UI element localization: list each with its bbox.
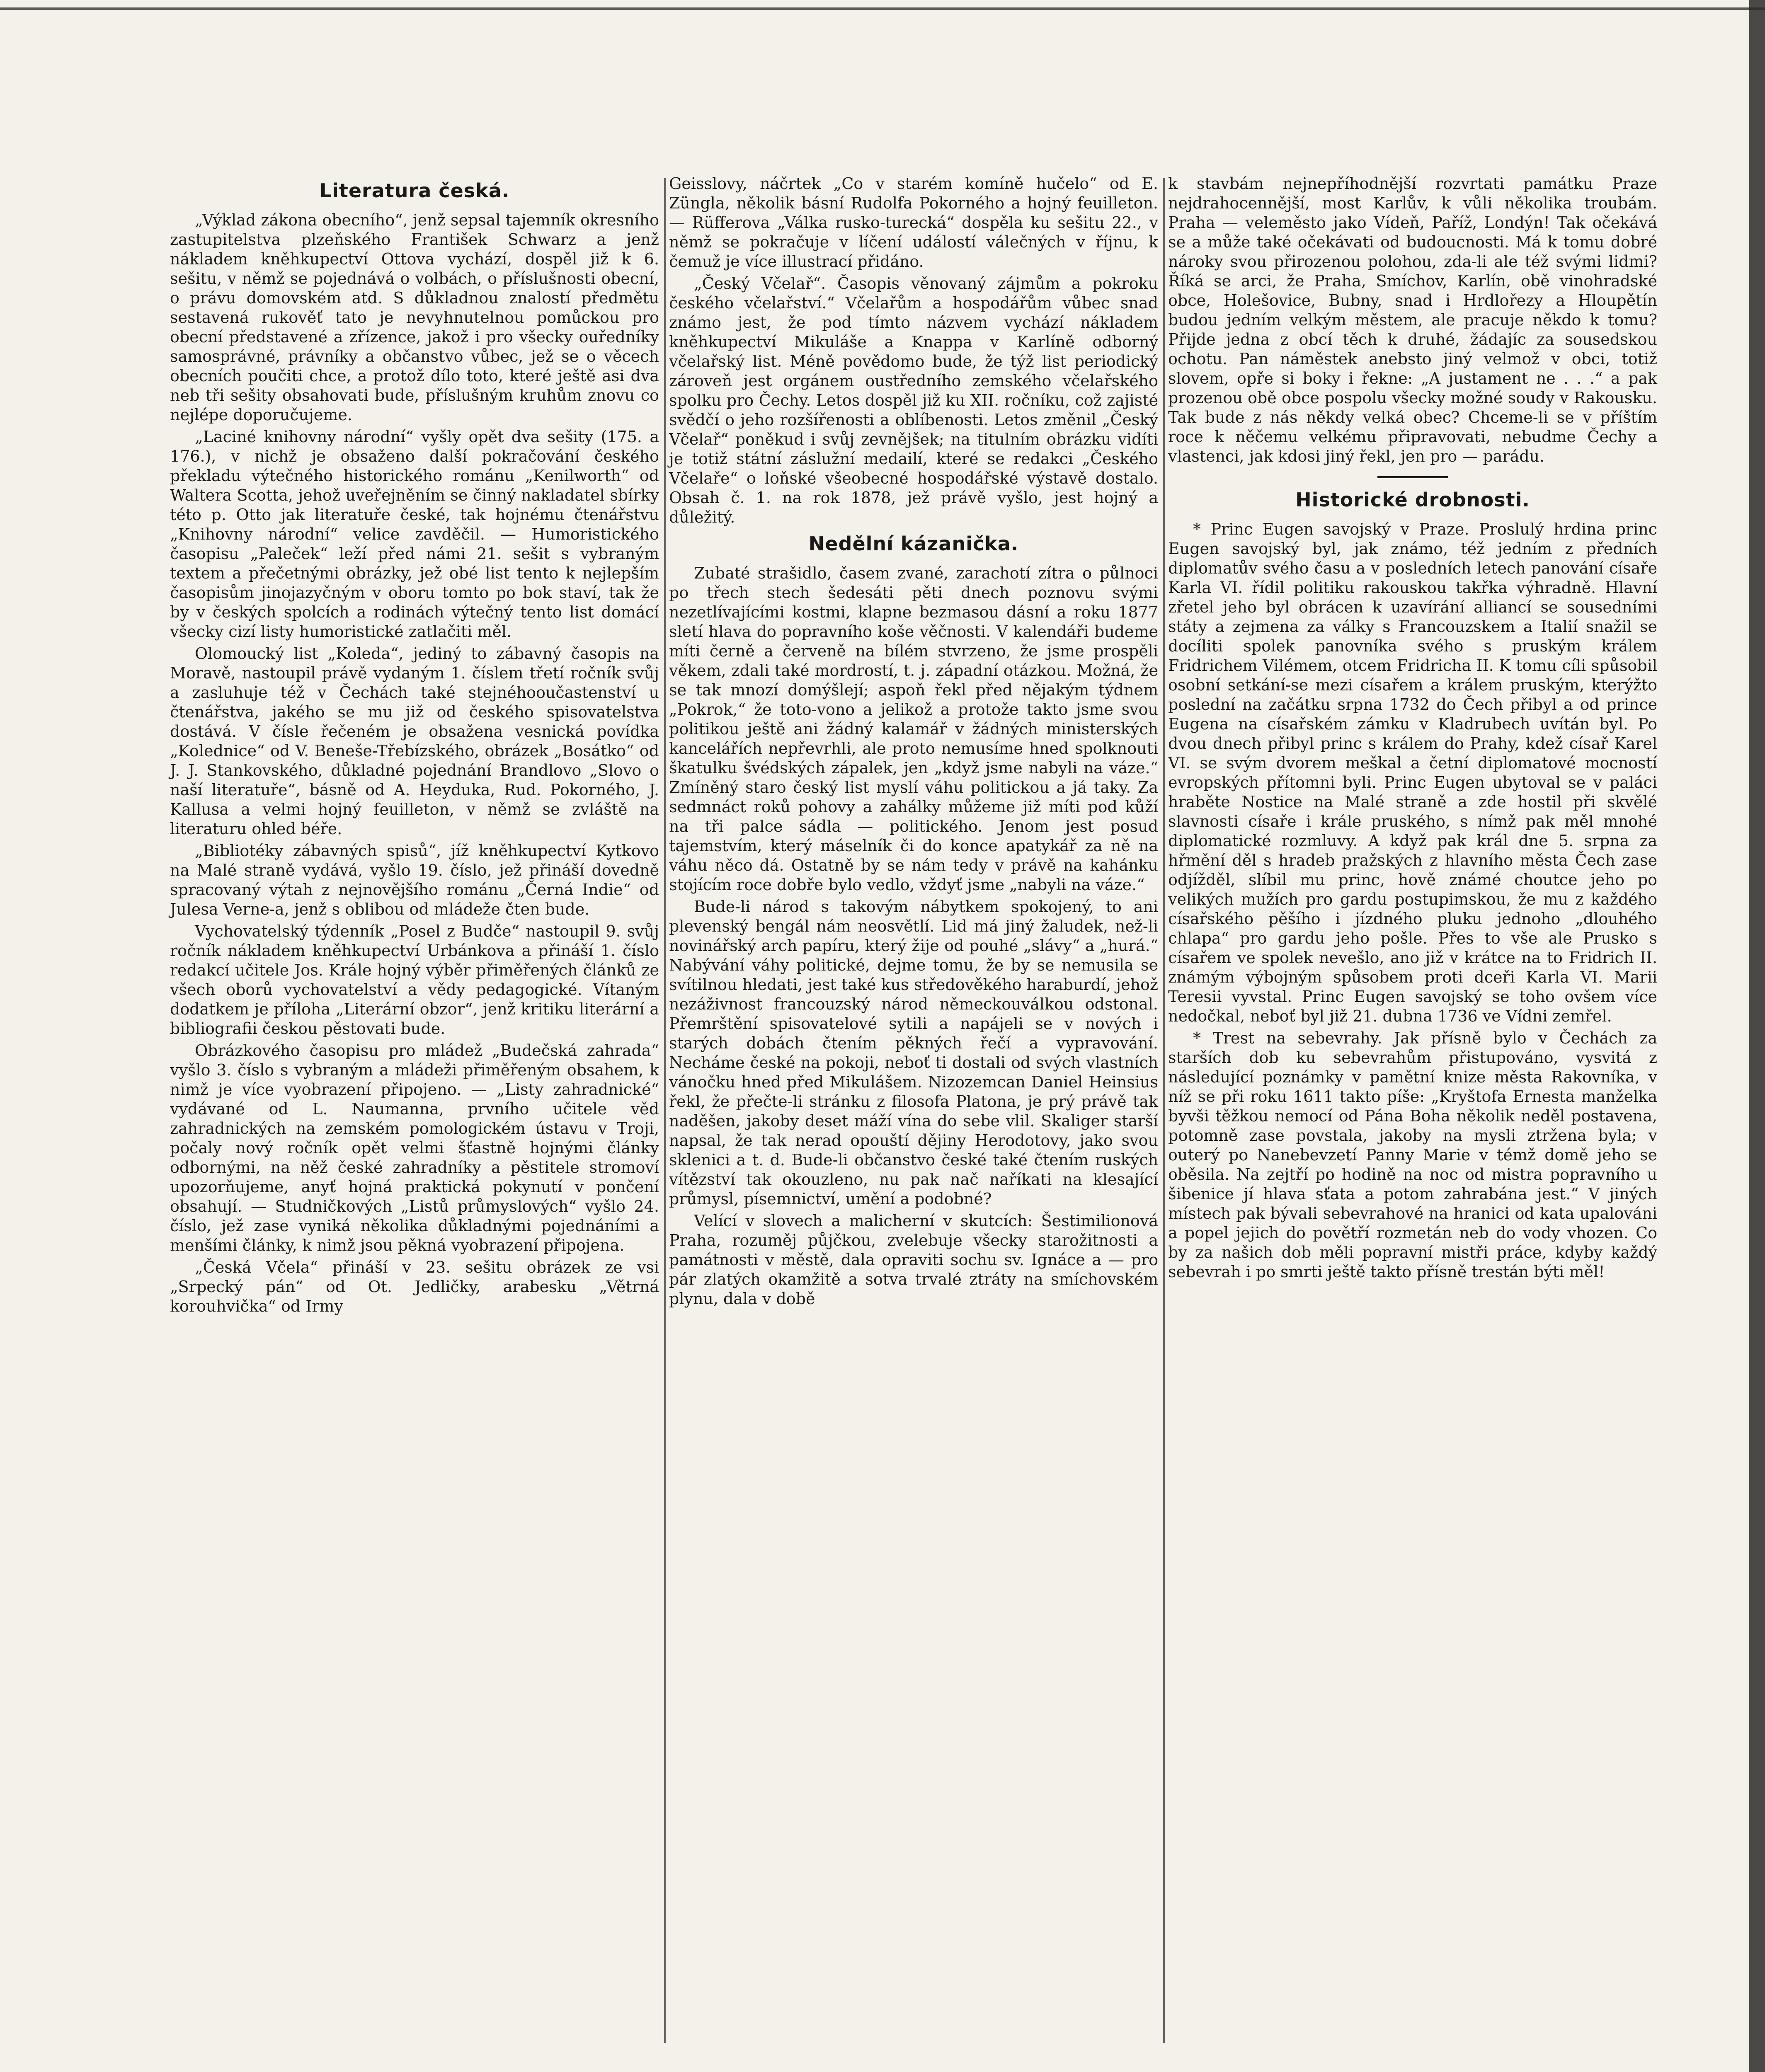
article-paragraph: Zubaté strašidlo, časem zvané, zarachotí zítra o půlnoci po třech stech šedesáti pěti dnech poznovu svými nezetlívajícími kostmi, klapne bezmasou dásní a roku 1877 sletí hlava do popravního koše věčnosti. V kalendáři budeme míti černě a červeně na bílém stvrzeno, že jsme prospěli věkem, zdali také mordrostí, t. j. západní otázkou. Možná, že se tak mnozí domýšlejí; aspoň řekl před nějakým týdnem „Pokrok,“ že toto-vono a jelikož a protože takto jsme svou politikou ještě ani žádný kalamář v žádných ministerských kancelářích nepřevrhli, ale proto nemusíme hned spolknouti škatulku švédských zápalek, jen „když jsme nabyli na váze.“ Zmíněný staro český list myslí váhu politickou a já taky. Za sedmnáct roků pohovy a zahálky můžeme již míti pod kůží na tři palce sádla — politického. Jenom jest posud tajemstvím, který máselník či do konce apatykář za ně na váhu něco dá. Ostatně by se nám tedy v právě na kahánku stojícím roce dobře bylo vedlo, vždyť jsme „nabyli na váze.“ (669, 564, 1158, 894)
article-paragraph: „Laciné knihovny národní“ vyšly opět dva sešity (175. a 176.), v nichž je obsaženo další pokračování českého překladu výtečného historického románu „Kenilworth“ od Waltera Scotta, jehož uveřejněním se činný nakladatel sbírky této p. Otto jak literatuře české, tak hojnému čtenářstvu „Knihovny národní“ velice zavděčil. — Humoristického časopisu „Paleček“ leží před námi 21. sešit s vybraným textem a přečetnými obrázky, jež obé list tento k nejlepším časopisům jinojazyčným v oboru tomto po bok staví, tak že by v českých spolcích a rodinách výtečný tento list domácí všecky cizí listy humoristické zatlačiti měl. (170, 428, 659, 641)
article-paragraph: Bude-li národ s takovým nábytkem spokojený, to ani plevenský bengál nám neosvětlí. Lid má jiný žaludek, než-li novinářský arch papíru, který žije od pouhé „slávy“ a „hurá.“ Nabývání váhy politické, dejme tomu, že by se nemusila se svítilnou hledati, jest také kus středověkého haraburdí, jehož nezáživnost francouzský národ německouválkou odstonal. Přemrštění spisovatelové sytili a napájeli se v nových i starých dobách čtením pěkných řečí a vypravování. Necháme české na pokoji, neboť ti dostali od svých vlastních vánočku hned před Mikulášem. Nizozemcan Daniel Heinsius řekl, že přečte-li stránku z filosofa Platona, je prý právě tak naděšen, jakoby deset máží vína do sebe vlil. Skaliger starší napsal, že tak nerad opouští dějiny Herodotovy, jako svou sklenici a t. d. Bude-li občanstvo české také čtením ruských vítězství tak okouzleno, nu pak nač naříkati na klesající průmysl, písemnictví, umění a podobné? (669, 898, 1158, 1208)
column-1 (170, 174, 659, 2047)
article-paragraph: Vychovatelský týdenník „Posel z Budče“ nastoupil 9. svůj ročník nákladem kněhkupectví Urbánkova a přináší 1. číslo redakcí učitele Jos. Krále hojný výběr přiměřených článků ze všech oborů vychovatelství a vědy pedagogické. Vítaným dodatkem je příloha „Literární obzor“, jenž kritiku literární a bibliografii českou pěstovati bude. (170, 922, 659, 1038)
article-paragraph: „Výklad zákona obecního“, jenž sepsal tajemník okresního zastupitelstva plzeňského František Schwarz a jenž nákladem kněhkupectví Ottova vychází, dospěl již k 6. sešitu, v němž se pojednává o volbách, o příslušnosti obecní, o právu domovském atd. S důkladnou znalostí předmětu sestavená rukověť tato je nevyhnutelnou pomůckou pro obecní představené a zřízence, jakož i pro všecky ouředníky samosprávné, právníky a občanstvo vůbec, jež se o věcech obecních poučiti chce, a protož dílo toto, které ještě asi dva neb tři sešity obsahovati bude, příslušným kruhům znovu co nejlépe doporučujeme. (170, 211, 659, 424)
column-rule (1163, 178, 1165, 2043)
article-paragraph: * Princ Eugen savojský v Praze. Proslulý hrdina princ Eugen savojský byl, jak známo, též jedním z předních diplomatův svého času a v posledních letech panování císaře Karla VI. řídil politiku rakouskou takřka výhradně. Hlavní zřetel jeho byl obrácen k uzavírání alliancí se sousedními státy a zejmena za války s Francouzskem a Italií snažil se docíliti spolek panovníka svého s pruským králem Fridrichem Vilémem, otcem Fridricha II. K tomu cíli spůsobil osobní setkání-se mezi císařem a králem pruským, kterýžto poslední na začátku srpna 1732 do Čech přibyl a od prince Eugena na císařském zámku v Kladrubech uvítán byl. Po dvou dnech přibyl princ s králem do Prahy, kdež císař Karel VI. se svým dvorem meškal a četní diplomatové mocností evropských přítomni byli. Princ Eugen ubytoval se v paláci hraběte Nostice na Malé straně a zde hostil při skvělé slavnosti císaře i krále pruského, s nímž pak měl mnohé diplomatické rozmluvy. A když pak král dne 5. srpna za hřmění děl s hradeb pražských z hlavního města Čech zase odjížděl, slíbil mu princ, hově známé choutce jeho po velikých mužích pro gardu postupimskou, že mu z každého císařského pěšího i jízdného pluku jednoho „dlouhého chlapa“ pro gardu jeho pošle. Přes to vše ale Prusko s císařem ve spolek nevešlo, ano již v krátce na to Fridrich II. známým výbojným spůsobem proti dceři Karla VI. Marii Teresii vyvstal. Princ Eugen savojský se toho ovšem více nedočkal, neboť byl již 21. dubna 1736 ve Vídni zemřel. (1168, 520, 1657, 1025)
column-3 (1168, 174, 1657, 2047)
article-paragraph: Geisslovy, náčrtek „Co v starém komíně hučelo“ od E. Züngla, několik básní Rudolfa Pokorného a hojný feuilleton. — Rüfferova „Válka rusko-turecká“ dospěla ku sešitu 22., v němž se pokračuje v líčení událostí válečných v říjnu, k čemuž je více illustrací přidáno. (669, 174, 1158, 271)
article-paragraph: „Česká Včela“ přináší v 23. sešitu obrázek ze vsi „Srpecký pán“ od Ot. Jedličky, arabesku „Větrná korouhvička“ od Irmy (170, 1258, 659, 1315)
section-heading: Historické drobnosti. (1295, 489, 1530, 511)
article-paragraph: Velící v slovech a malicherní v skutcích: Šestimilionová Praha, rozuměj půjčkou, zvelebuje všecky starožitnosti a památnosti v městě, dala opraviti sochu sv. Ignáce a — pro pár zlatých okamžitě a sotva trvalé ztráty na smíchovském plynu, dala v době (669, 1212, 1158, 1308)
scan-right-edge (1749, 0, 1765, 2072)
article-paragraph: * Trest na sebevrahy. Jak přísně bylo v Čechách za starších dob ku sebevrahům přistupováno, vysvitá z následující poznámky v pamětní knize města Rakovníka, v níž se při roku 1611 takto píše: „Kryštofa Ernesta manželka byvši těžkou nemocí od Pána Boha několik neděl postavena, potomně zase povstala, jakoby na mysli ztržena byla; v outerý po Nanebevzetí Panny Marie v témž domě jeho se oběsila. Na zejtří po hodině na noc od mistra popravního u šibenice jí hlava sťata a potom zahrabána jest.“ V jiných místech pak bývali sebevrahové na hranici od kata upalováni a popel jejich do povětří rozmetán neb do vody vhozen. Co by za našich dob měli popravní mistři práce, kdyby každý sebevrah i po smrti ještě takto přísně trestán býti měl! (1168, 1029, 1657, 1281)
article-paragraph: Obrázkového časopisu pro mládež „Budečská zahrada“ vyšlo 3. číslo s vybraným a mládeži přiměřeným obsahem, k nimž je více vyobrazení připojeno. — „Listy zahradnické“ vydávané od L. Naumanna, prvního učitele věd zahradnických na zemském pomologickém ústavu v Troji, počaly nový ročník opět velmi šťastně hojnými články odbornými, na něž české zahradníky a pěstitele stromoví upozorňujeme, anyť hojná praktická pokynutí v pončení obsahují. — Studničkových „Listů průmyslových“ vyšlo 24. číslo, jež zase vyniká několika důkladnými pojednáními a menšími články, k nimž jsou pěkná vyobrazení připojena. (170, 1041, 659, 1254)
column-2 (669, 174, 1158, 2047)
article-paragraph: „Bibliotéky zábavných spisů“, jíž kněhkupectví Kytkovo na Malé straně vydává, vyšlo 19. číslo, jež přináší dovedně spracovaný výtah z nejnovějšího románu „Černá Indie“ od Julesa Verne-a, jenž s oblibou od mládeže čten bude. (170, 842, 659, 918)
section-divider (1377, 476, 1448, 478)
column-rule (664, 178, 666, 2043)
article-paragraph: „Český Včelař“. Časopis věnovaný zájmům a pokroku českého včelařství.“ Včelařům a hospodářům vůbec snad známo jest, že pod tímto názvem vychází nákladem kněhkupectví Mikuláše a Knappa v Karlíně odborný včelařský list. Méně povědomo bude, že týž list periodický zároveň jest orgánem oustředního zemského včelařského spolku pro Čechy. Letos dospěl již ku XII. ročníku, což zajisté svědčí o jeho rozšířenosti a oblíbenosti. Letos změnil „Český Včelař“ poněkud i svůj zevnějšek; na titulním obrázku vidíti je totiž státní záslužní medailí, které se redakci „Českého Včelaře“ o loňské všeobecné hospodářské výstavě dostalo. Obsah č. 1. na rok 1878, jež právě vyšlo, jest hojný a důležitý. (669, 274, 1158, 526)
article-paragraph: Olomoucký list „Koleda“, jediný to zábavný časopis na Moravě, nastoupil právě vydaným 1. číslem třetí ročník svůj a zasluhuje též v Čechách také stejnéhooučastenství u čtenářstva, jakého se mu již od českého spisovatelstva dostává. V čísle řečeném je obsažena vesnická povídka „Kolednice“ od V. Beneše-Třebízského, obrázek „Bosátko“ od J. J. Stankovského, důkladné pojednání Brandlovo „Slovo o naší literatuře“, básně od A. Heyduka, Rud. Pokorného, J. Kallusa a velmi hojný feuilleton, v němž se zvláště na literaturu ohled béře. (170, 644, 659, 838)
newspaper-page (170, 174, 1657, 2047)
section-heading: Nedělní kázanička. (808, 533, 1019, 555)
scan-top-edge (0, 7, 1765, 10)
article-paragraph: k stavbám nejnepříhodnější rozvrtati památku Praze nejdrahocennější, most Karlův, k vůli několika troubám. Praha — veleměsto jako Vídeň, Paříž, Londýn! Tak očekává se a může také očekávati od budoucnosti. Má k tomu dobré nároky svou přirozenou polohou, zda-li ale též svými lidmi? Říká se arci, že Praha, Smíchov, Karlín, obě vinohradské obce, Holešovice, Bubny, snad i Hrdlořezy a Hloupětín budou jedním velkým městem, ale pracuje někdo k tomu? Přijde jedna z obcí těch k druhé, žádajíc za sousedskou ochotu. Pan náměstek anebsto jiný velmož v obci, totiž slovem, opře si boky i řekne: „A justament ne . . .“ a pak prozenou obě obce pospolu všecky možné soudy v Rakousku. Tak bude z nás někdy velká obec? Chceme-li se v příštím roce k něčemu velkému připravovati, nebudme Čechy a vlastenci, jak kdosi jiný řekl, jen pro — parádu. (1168, 174, 1657, 465)
section-heading: Literatura česká. (319, 179, 510, 202)
